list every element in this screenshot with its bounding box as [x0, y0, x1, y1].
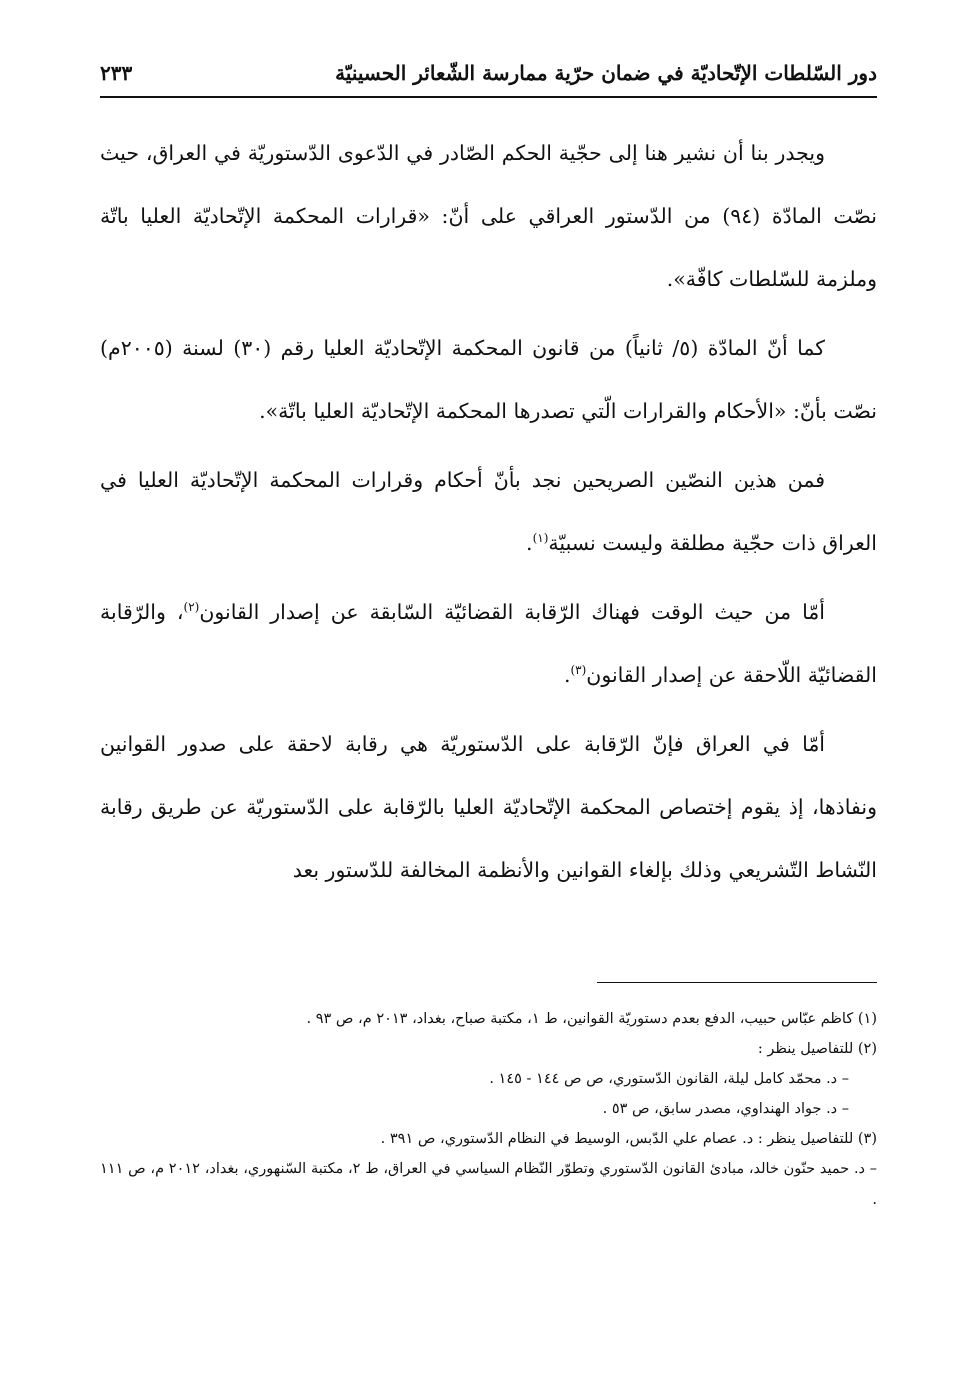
paragraph-5: أمّا في العراق فإنّ الرّقابة على الدّستوريّة هي رقابة لاحقة على صدور القوانين ونفاذها، إذ يقوم إختصاص المحكمة الإتّحاديّة العليا بالرّقابة على الدّستوريّة عن طريق رقابة النّشاط التّشريعي وذلك بإلغاء القوانين والأنظمة المخالفة للدّستور بعد — [100, 732, 877, 882]
paragraph-2: كما أنّ المادّة (٥/ ثانياً) من قانون المحكمة الإتّحاديّة العليا رقم (٣٠) لسنة (٢٠٠٥م) نصّت بأنّ: «الأحكام والقرارات الّتي تصدرها المحكمة الإتّحاديّة العليا باتّة». — [100, 336, 877, 423]
footnote-2-item-2: – د. جواد الهنداوي، مصدر سابق، ص ٥٣ . — [602, 1101, 849, 1117]
footnote-3-item-1: – د. حميد حنّون خالد، مبادئ القانون الدّستوري وتطوّر النّظام السياسي في العراق، ط ٢، مكتبة السّنهوري، بغداد، ٢٠١٢ م، ص ١١١ . — [100, 1161, 878, 1208]
paragraph-1: ويجدر بنا أن نشير هنا إلى حجّية الحكم الصّادر في الدّعوى الدّستوريّة في العراق، حيث نصّت المادّة (٩٤) من الدّستور العراقي على أنّ: «قرارات المحكمة الإتّحاديّة العليا باتّة وملزمة للسّلطات كافّة». — [100, 141, 877, 291]
footnotes — [100, 1004, 877, 1216]
footnote-ref-3[interactable]: (٣) — [570, 663, 587, 678]
paragraph-4-text-b: ، والرّقابة القضائيّة اللّاحقة عن إصدار القانون — [100, 600, 877, 687]
footnote-1: (١) كاظم عبّاس حبيب، الدفع بعدم دستوريّة القوانين، ط ١، مكتبة صباح، بغداد، ٢٠١٣ م، ص ٩٣ . — [306, 1011, 877, 1027]
page-number: ٢٣٣ — [100, 61, 133, 85]
body-text — [100, 122, 877, 908]
footnote-2-item-1: – د. محمّد كامل ليلة، القانون الدّستوري، ص ص ١٤٤ - ١٤٥ . — [489, 1071, 849, 1087]
running-header — [100, 52, 877, 94]
paragraph-4-text-a: أمّا من حيث الوقت فهناك الرّقابة القضائيّة السّابقة عن إصدار القانون — [199, 600, 825, 624]
header-rule — [100, 96, 877, 98]
footnote-rule — [597, 982, 877, 983]
footnote-ref-1[interactable]: (١) — [532, 531, 549, 546]
footnote-ref-2[interactable]: (٢) — [183, 600, 200, 615]
footnote-2: (٢) للتفاصيل ينظر : — [757, 1041, 877, 1057]
paragraph-4 — [100, 581, 877, 707]
paragraph-3-text: فمن هذين النصّين الصريحين نجد بأنّ أحكام وقرارات المحكمة الإتّحاديّة العليا في العراق ذات حجّية مطلقة وليست نسبيّة — [100, 468, 877, 555]
paragraph-4-end: . — [563, 663, 571, 687]
header-title: دور السّلطات الإتّحاديّة في ضمان حرّية ممارسة الشّعائر الحسينيّة — [335, 61, 877, 85]
paragraph-3-end: . — [526, 531, 533, 555]
paragraph-3 — [100, 449, 877, 575]
footnote-3: (٣) للتفاصيل ينظر : د. عصام علي الدّبس، الوسيط في النظام الدّستوري، ص ٣٩١ . — [380, 1131, 877, 1147]
